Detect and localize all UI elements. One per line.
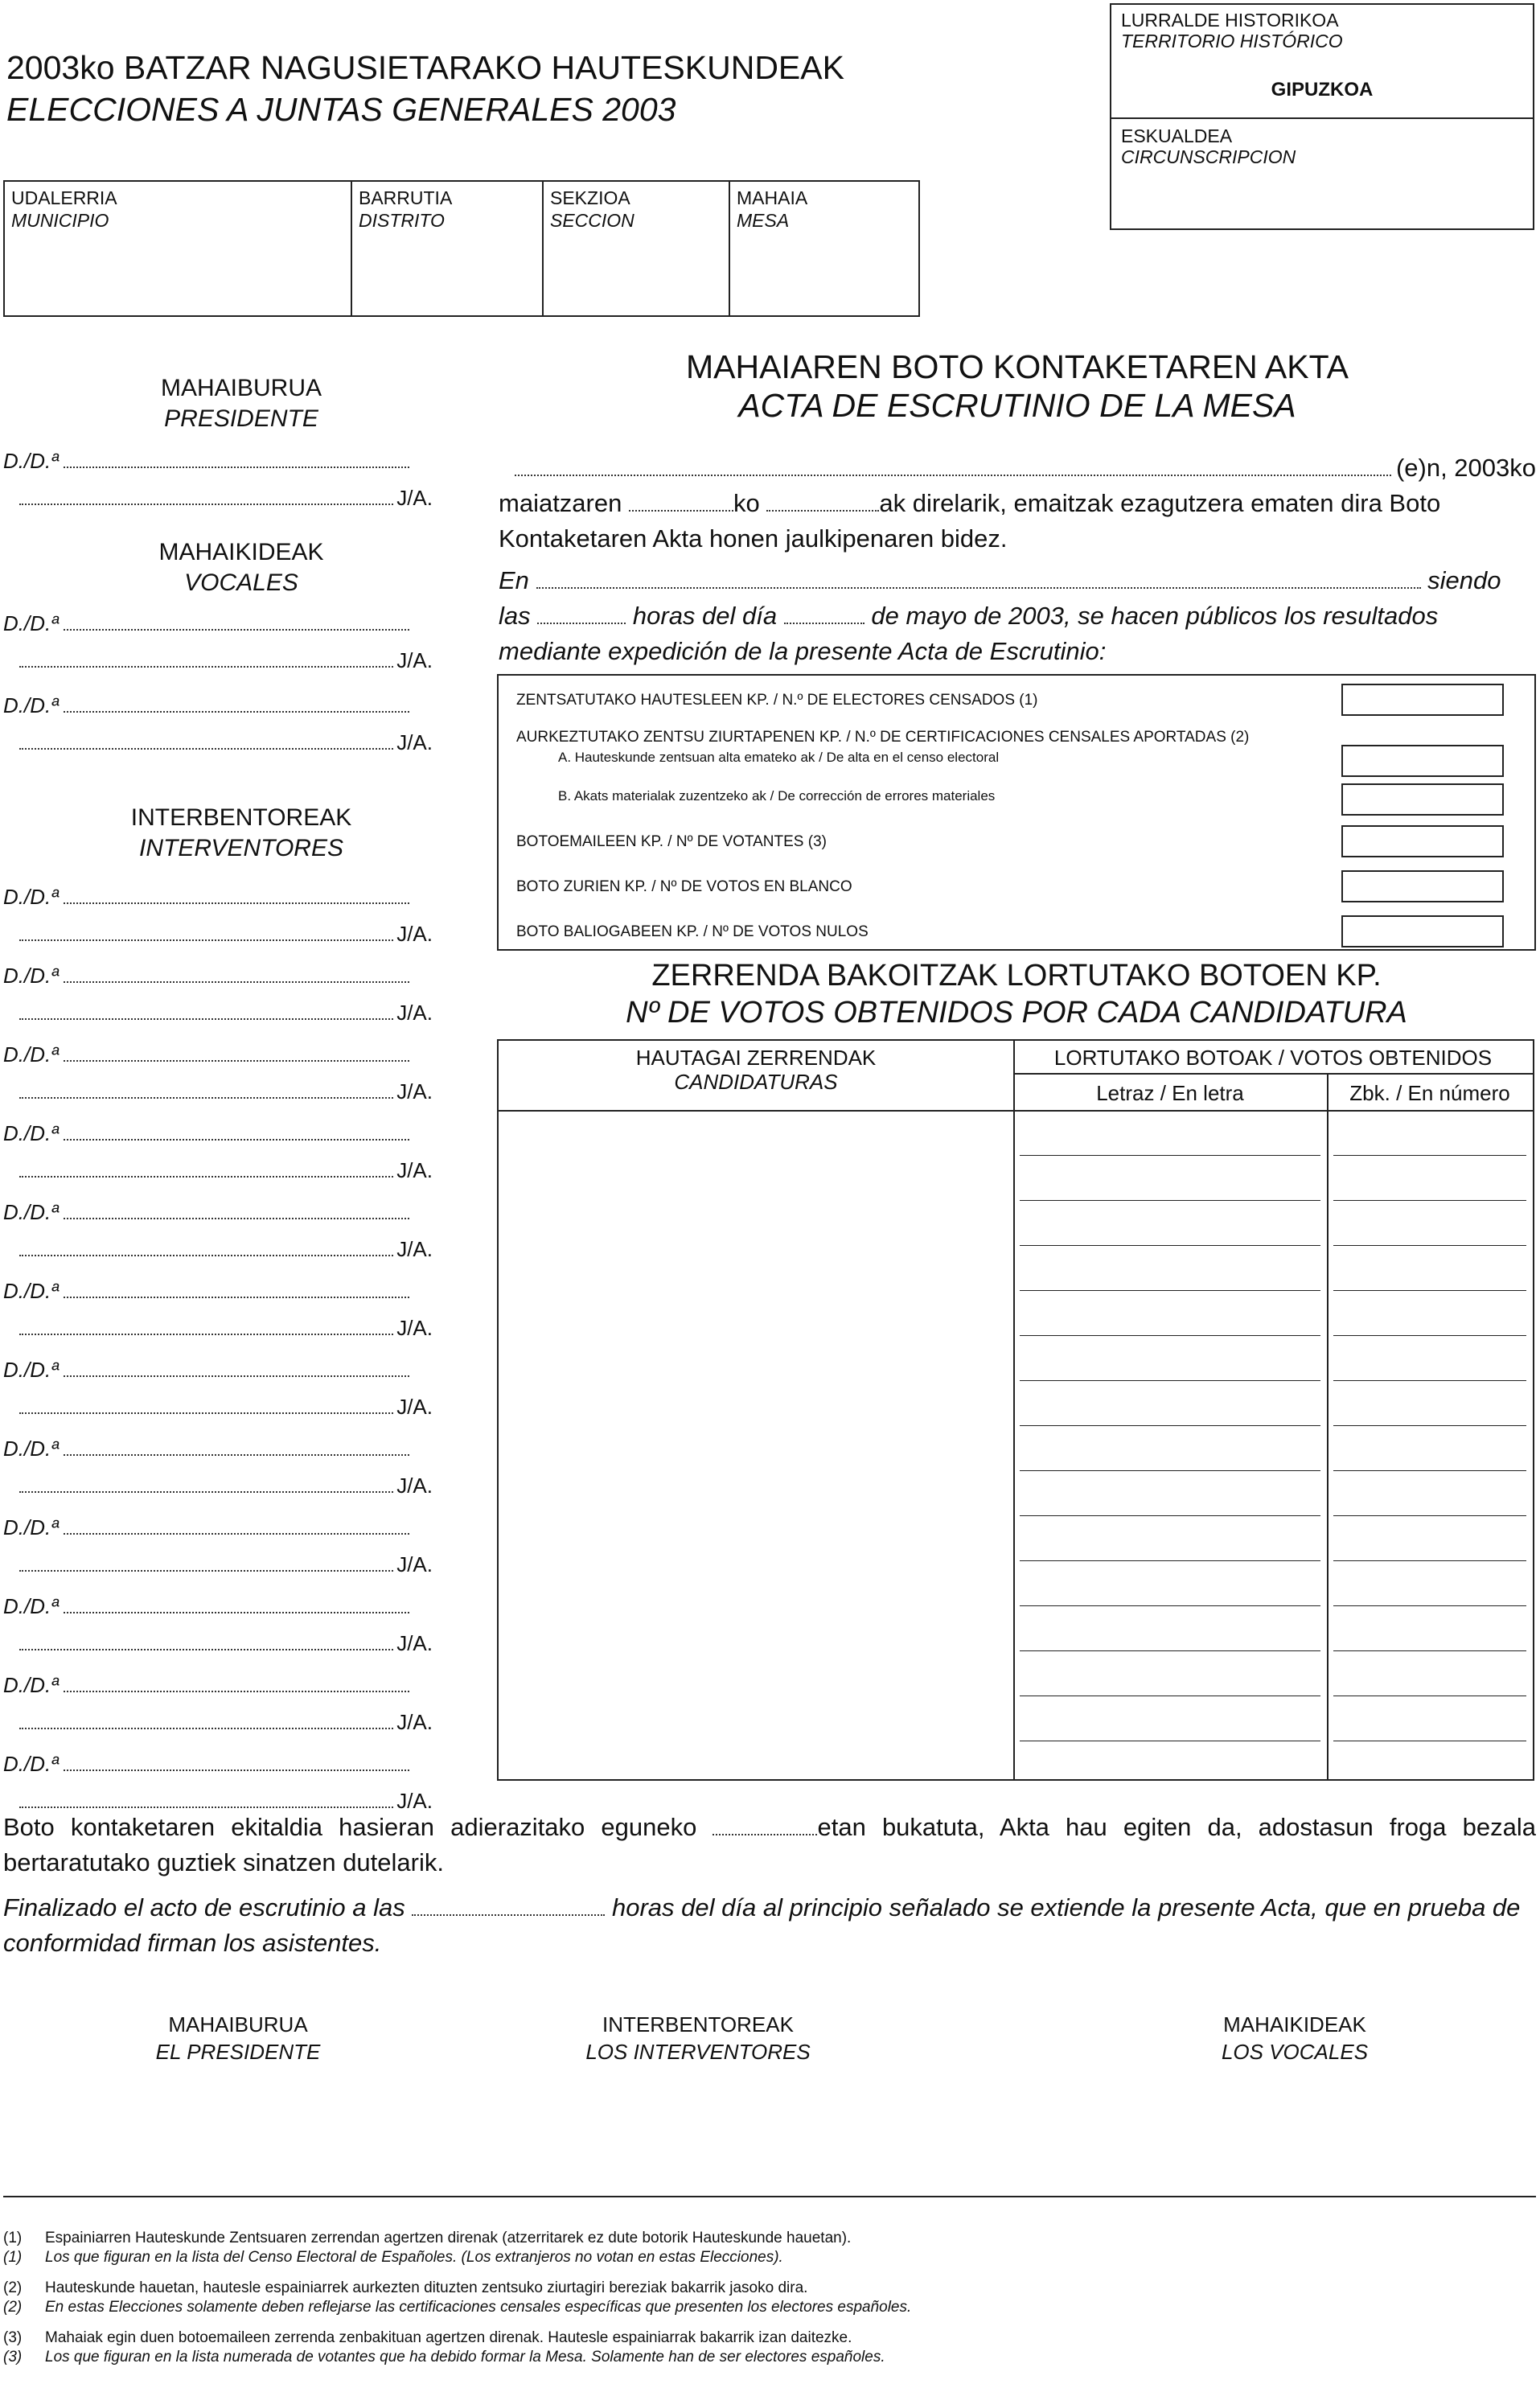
- votes-number-row-line[interactable]: [1333, 1650, 1526, 1651]
- votes-letter-row-line[interactable]: [1020, 1650, 1320, 1651]
- eu-line-2-text: ak direlarik, emaitzak ezagutzera ematen dira Boto: [879, 489, 1441, 517]
- place-blank-eu[interactable]: [515, 471, 1391, 476]
- id-blank[interactable]: [19, 936, 393, 941]
- votes-letter-row-line[interactable]: [1020, 1605, 1320, 1606]
- signatory-id-line[interactable]: [6, 1552, 433, 1577]
- distrito-label-es: DISTRITO: [359, 210, 445, 231]
- votes-number-row-line[interactable]: [1333, 1515, 1526, 1516]
- closing-es-text-b: horas del día al principio señalado se extiende la presente Acta, que en: [611, 1893, 1402, 1922]
- name-blank[interactable]: [64, 1057, 409, 1062]
- presidente-heading: [88, 373, 394, 434]
- closing-hour-blank-es[interactable]: [412, 1911, 605, 1916]
- votes-letter-row-line[interactable]: [1020, 1380, 1320, 1381]
- signature-vocales[interactable]: [1110, 2011, 1480, 2065]
- province-value: GIPUZKOA: [1271, 79, 1374, 101]
- hour-blank-es[interactable]: [537, 619, 626, 624]
- candidaturas-header: [499, 1046, 1013, 1094]
- ja-label: J/A.: [396, 1079, 433, 1104]
- votos-blanco-input[interactable]: [1341, 870, 1504, 902]
- municipio-field[interactable]: [5, 182, 351, 315]
- id-blank[interactable]: [19, 1488, 393, 1493]
- footnote-2-eu: [3, 2279, 807, 2297]
- signatory-id-line[interactable]: [6, 922, 433, 947]
- closing-es-text-c: prueba de conformidad firman los asistentes.: [3, 1893, 1521, 1957]
- votos-blanco-label: BOTO ZURIEN KP. / Nº DE VOTOS EN BLANCO: [516, 878, 852, 895]
- name-blank[interactable]: [64, 1293, 409, 1298]
- votantes-input[interactable]: [1341, 825, 1504, 857]
- votes-number-row-line[interactable]: [1333, 1290, 1526, 1291]
- certificaciones-errores-label: B. Akats materialak zuzentzeko ak / De corrección de errores materiales: [558, 788, 996, 804]
- ja-label: J/A.: [396, 922, 433, 946]
- name-blank[interactable]: [64, 626, 409, 631]
- did-label: D./D.ª: [3, 1594, 59, 1618]
- eu-month-label: maiatzaren: [499, 489, 622, 517]
- votes-letter-row-line[interactable]: [1020, 1290, 1320, 1291]
- votantes-label: BOTOEMAILEEN KP. / Nº DE VOTANTES (3): [516, 833, 827, 850]
- name-blank[interactable]: [64, 978, 409, 983]
- ja-label: J/A.: [396, 648, 433, 672]
- footnote-2-eu-text: Hauteskunde hauetan, hautesle espainiarrek aurkezten dituzten zentsuko ziurtagiri bereziak bakarrik jasoko dira.: [45, 2279, 808, 2296]
- eu-line-1-text: (e)n, 2003ko: [1395, 454, 1536, 482]
- candidatures-table: [497, 1039, 1534, 1781]
- circunscripcion-label-eu: ESKUALDEA: [1121, 125, 1233, 146]
- footnote-1-marker-es: (1): [3, 2249, 23, 2266]
- eu-line-1: [499, 450, 1536, 486]
- certificaciones-alta-input[interactable]: [1341, 745, 1504, 777]
- signatory-id-line[interactable]: [6, 1631, 433, 1656]
- footnote-3-eu-text: Mahaiak egin duen botoemaileen zerrenda zenbakituan agertzen direnak. Hautesle espainiarrak bakarrik izan daitezke.: [45, 2329, 852, 2346]
- vocales-heading: [88, 537, 394, 598]
- en-numero-header: Zbk. / En número: [1349, 1081, 1510, 1105]
- footnote-3-eu: [3, 2329, 852, 2347]
- name-blank[interactable]: [64, 708, 409, 713]
- signatory-name-line[interactable]: [3, 1358, 409, 1383]
- territory-box: [1110, 3, 1534, 230]
- footnote-1-eu: [3, 2230, 851, 2247]
- did-label: D./D.ª: [3, 1200, 59, 1224]
- footnote-3-es: [3, 2349, 885, 2366]
- signatory-name-line[interactable]: [3, 1752, 409, 1777]
- candidaturas-header-es: CANDIDATURAS: [674, 1070, 838, 1094]
- es-line-3: mediante expedición de la presente Acta de Escrutinio:: [499, 637, 1107, 665]
- ja-label: J/A.: [396, 1552, 433, 1576]
- mesa-label-es: MESA: [737, 210, 790, 231]
- name-blank[interactable]: [64, 1136, 409, 1141]
- id-blank[interactable]: [19, 1724, 393, 1729]
- signature-interventores-eu: INTERBENTOREAK: [602, 2012, 794, 2037]
- signatory-id-line[interactable]: [6, 1395, 433, 1420]
- footnote-1-es: [3, 2249, 783, 2267]
- name-blank[interactable]: [64, 899, 409, 904]
- mesa-field[interactable]: [729, 182, 918, 315]
- footnote-3-marker-es: (3): [3, 2349, 23, 2366]
- en-letra-header: Letraz / En letra: [1096, 1081, 1244, 1105]
- name-blank[interactable]: [64, 1372, 409, 1377]
- signatory-name-line[interactable]: [3, 1121, 409, 1146]
- act-title: [499, 347, 1536, 425]
- votes-number-row-line[interactable]: [1333, 1380, 1526, 1381]
- presidente-heading-eu: MAHAIBURUA: [160, 375, 322, 401]
- did-label: D./D.ª: [3, 1673, 59, 1697]
- did-label: D./D.ª: [3, 1515, 59, 1539]
- distrito-field[interactable]: [351, 182, 542, 315]
- votes-number-row-line[interactable]: [1333, 1245, 1526, 1246]
- footnote-2-es-text: En estas Elecciones solamente deben reflejarse las certificaciones censales específicas que presenten los electores españoles.: [45, 2299, 912, 2316]
- signatory-name-line[interactable]: [3, 964, 409, 989]
- certificaciones-label: AURKEZTUTAKO ZENTSU ZIURTAPENEN KP. / N.º DE CERTIFICACIONES CENSALES APORTADAS (2): [516, 729, 1250, 746]
- id-blank[interactable]: [19, 1409, 393, 1414]
- id-blank[interactable]: [19, 1646, 393, 1650]
- did-label: D./D.ª: [3, 1358, 59, 1382]
- signature-presidente[interactable]: [53, 2011, 423, 2065]
- ja-label: J/A.: [396, 1158, 433, 1182]
- es-line-2-text: de mayo de 2003, se hacen públicos los resultados: [871, 602, 1439, 630]
- footnote-3-marker: (3): [3, 2329, 23, 2346]
- electores-censados-input[interactable]: [1341, 684, 1504, 716]
- signature-interventores-es: LOS INTERVENTORES: [585, 2040, 811, 2064]
- signatory-id-line[interactable]: [6, 1158, 433, 1183]
- footnote-1-es-text: Los que figuran en la lista del Censo Electoral de Españoles. (Los extranjeros no votan en estas Elecciones).: [45, 2249, 783, 2266]
- votes-letter-row-line[interactable]: [1020, 1560, 1320, 1561]
- votos-nulos-input[interactable]: [1341, 915, 1504, 947]
- signatory-id-line[interactable]: [6, 1474, 433, 1498]
- signatory-id-line[interactable]: [6, 1710, 433, 1735]
- municipio-label-eu: UDALERRIA: [11, 187, 117, 208]
- votos-obtenidos-header: LORTUTAKO BOTOAK / VOTOS OBTENIDOS: [1053, 1046, 1493, 1070]
- signatory-name-line[interactable]: [3, 1200, 409, 1225]
- signatory-name-line[interactable]: [3, 1042, 409, 1067]
- municipio-label-es: MUNICIPIO: [11, 210, 109, 231]
- votes-letter-row-line[interactable]: [1020, 1515, 1320, 1516]
- did-label: D./D.ª: [3, 611, 59, 635]
- signature-vocales-es: LOS VOCALES: [1221, 2040, 1369, 2064]
- certificaciones-alta-label: A. Hauteskunde zentsuan alta emateko ak / De alta en el censo electoral: [558, 750, 1000, 765]
- ja-label: J/A.: [396, 486, 433, 510]
- name-blank[interactable]: [64, 1451, 409, 1456]
- votes-letter-row-line[interactable]: [1020, 1200, 1320, 1201]
- ja-label: J/A.: [396, 730, 433, 754]
- signatory-id-line[interactable]: [6, 1316, 433, 1341]
- did-label: D./D.ª: [3, 1279, 59, 1303]
- id-blank[interactable]: [19, 500, 393, 505]
- vocales-heading-eu: MAHAIKIDEAK: [158, 539, 324, 565]
- did-label: D./D.ª: [3, 693, 59, 717]
- footnote-1-eu-text: Espainiarren Hauteskunde Zentsuaren zerrendan agertzen direnak (atzerritarek ez dute botorik Hauteskunde hauetan).: [45, 2230, 852, 2246]
- day-blank-eu[interactable]: [629, 507, 733, 512]
- votes-number-row-line[interactable]: [1333, 1470, 1526, 1471]
- name-blank[interactable]: [64, 1530, 409, 1535]
- id-blank[interactable]: [19, 1252, 393, 1256]
- col-divider-2: [1327, 1075, 1329, 1779]
- header-bottom-line: [499, 1110, 1533, 1112]
- vocales-heading-es: VOCALES: [184, 569, 298, 596]
- presidente-heading-es: PRESIDENTE: [164, 405, 318, 432]
- ja-label: J/A.: [396, 1789, 433, 1813]
- es-las-label: las: [499, 602, 531, 630]
- territory-label-eu: LURRALDE HISTORIKOA: [1121, 10, 1339, 31]
- votes-letter-row-line[interactable]: [1020, 1245, 1320, 1246]
- closing-eu-text-c: bertaratutako guztiek sinatzen dutelarik.: [3, 1848, 444, 1876]
- id-blank[interactable]: [19, 1330, 393, 1335]
- signatory-id-line[interactable]: [6, 486, 433, 511]
- candidaturas-header-eu: HAUTAGAI ZERRENDAK: [635, 1046, 877, 1070]
- votes-number-row-line[interactable]: [1333, 1605, 1526, 1606]
- votes-title-es: Nº DE VOTOS OBTENIDOS POR CADA CANDIDATURA: [626, 996, 1407, 1030]
- ja-label: J/A.: [396, 1710, 433, 1734]
- mesa-label-eu: MAHAIA: [737, 187, 808, 208]
- certificaciones-errores-input[interactable]: [1341, 783, 1504, 816]
- ja-label: J/A.: [396, 1001, 433, 1025]
- act-title-eu: MAHAIAREN BOTO KONTAKETAREN AKTA: [686, 348, 1349, 385]
- signature-vocales-eu: MAHAIKIDEAK: [1223, 2012, 1366, 2037]
- es-line-1: [499, 563, 1536, 598]
- votes-number-row-line[interactable]: [1333, 1425, 1526, 1426]
- signatory-name-line[interactable]: [3, 1594, 409, 1619]
- name-blank[interactable]: [64, 463, 409, 468]
- interventores-heading-es: INTERVENTORES: [139, 835, 343, 861]
- signatory-name-line[interactable]: [3, 885, 409, 910]
- name-blank[interactable]: [64, 1687, 409, 1692]
- es-line-2: [499, 598, 1536, 634]
- seccion-field[interactable]: [542, 182, 729, 315]
- signatory-name-line[interactable]: [3, 693, 409, 718]
- votes-letter-row-line[interactable]: [1020, 1425, 1320, 1426]
- ja-label: J/A.: [396, 1237, 433, 1261]
- closing-spanish: [3, 1890, 1536, 1961]
- closing-hour-blank-eu[interactable]: [713, 1831, 817, 1835]
- footnote-2-marker-es: (2): [3, 2299, 23, 2316]
- interventores-heading-eu: INTERBENTOREAK: [130, 804, 352, 831]
- form-title: [6, 47, 844, 130]
- signatory-id-line[interactable]: [6, 648, 433, 673]
- did-label: D./D.ª: [3, 1121, 59, 1145]
- hour-blank-eu[interactable]: [766, 507, 879, 512]
- votes-number-row-line[interactable]: [1333, 1335, 1526, 1336]
- footnote-1-marker: (1): [3, 2230, 23, 2246]
- location-row: [3, 180, 920, 317]
- census-box: [497, 674, 1536, 951]
- act-title-es: ACTA DE ESCRUTINIO DE LA MESA: [738, 387, 1296, 424]
- signature-presidente-es: EL PRESIDENTE: [155, 2040, 321, 2064]
- subheader-divider: [1013, 1073, 1533, 1075]
- title-spanish: ELECCIONES A JUNTAS GENERALES 2003: [6, 91, 676, 128]
- votos-nulos-label: BOTO BALIOGABEEN KP. / Nº DE VOTOS NULOS: [516, 923, 869, 940]
- eu-line-2: [499, 486, 1536, 521]
- id-blank[interactable]: [19, 1015, 393, 1020]
- did-label: D./D.ª: [3, 885, 59, 909]
- id-blank[interactable]: [19, 745, 393, 750]
- es-siendo-label: siendo: [1427, 566, 1501, 594]
- seccion-label-es: SECCION: [550, 210, 634, 231]
- signatory-name-line[interactable]: [3, 1437, 409, 1461]
- eu-ko-label: ko: [733, 489, 760, 517]
- circunscripcion-label-es: CIRCUNSCRIPCION: [1121, 146, 1296, 167]
- signatory-name-line[interactable]: [3, 449, 409, 474]
- footnote-3-es-text: Los que figuran en la lista numerada de votantes que ha debido formar la Mesa. Solamente han de ser electores españoles.: [45, 2349, 885, 2366]
- title-basque: 2003ko BATZAR NAGUSIETARAKO HAUTESKUNDEAK: [6, 49, 844, 86]
- closing-eu-text-b: etan bukatuta, Akta hau egiten da, adostasun froga bezala: [817, 1813, 1536, 1841]
- id-blank[interactable]: [19, 663, 393, 668]
- did-label: D./D.ª: [3, 964, 59, 988]
- distrito-label-eu: BARRUTIA: [359, 187, 453, 208]
- signatory-name-line[interactable]: [3, 1515, 409, 1540]
- votes-letter-row-line[interactable]: [1020, 1155, 1320, 1156]
- votes-number-row-line[interactable]: [1333, 1200, 1526, 1201]
- place-blank-es[interactable]: [536, 584, 1421, 589]
- signatory-id-line[interactable]: [6, 730, 433, 755]
- closing-es-text-a: Finalizado el acto de escrutinio a las: [3, 1893, 405, 1922]
- signatory-id-line[interactable]: [6, 1237, 433, 1262]
- signatory-name-line[interactable]: [3, 1279, 409, 1304]
- seccion-label-eu: SEKZIOA: [550, 187, 630, 208]
- name-blank[interactable]: [64, 1766, 409, 1771]
- signatory-id-line[interactable]: [6, 1001, 433, 1026]
- votes-number-row-line[interactable]: [1333, 1155, 1526, 1156]
- es-horas-label: horas del día: [632, 602, 778, 630]
- votes-title: [497, 957, 1536, 1031]
- did-label: D./D.ª: [3, 1752, 59, 1776]
- ja-label: J/A.: [396, 1316, 433, 1340]
- signature-interventores[interactable]: [513, 2011, 883, 2065]
- electores-censados-label: ZENTSATUTAKO HAUTESLEEN KP. / N.º DE ELECTORES CENSADOS (1): [516, 692, 1038, 709]
- signatory-name-line[interactable]: [3, 611, 409, 636]
- signatory-name-line[interactable]: [3, 1673, 409, 1698]
- votes-letter-row-line[interactable]: [1020, 1335, 1320, 1336]
- id-blank[interactable]: [19, 1803, 393, 1808]
- name-blank[interactable]: [64, 1609, 409, 1613]
- ja-label: J/A.: [396, 1395, 433, 1419]
- id-blank[interactable]: [19, 1567, 393, 1572]
- did-label: D./D.ª: [3, 1042, 59, 1067]
- closing-eu-text-a: Boto kontaketaren ekitaldia hasieran adierazitako eguneko: [3, 1813, 697, 1841]
- col-divider-1: [1013, 1041, 1015, 1779]
- interventores-heading: [88, 803, 394, 864]
- did-label: D./D.ª: [3, 1437, 59, 1461]
- footnote-2-es: [3, 2299, 911, 2316]
- footnote-separator: [3, 2196, 1536, 2197]
- votes-number-row-line[interactable]: [1333, 1560, 1526, 1561]
- eu-line-3: Kontaketaren Akta honen jaulkipenaren bidez.: [499, 524, 1008, 553]
- footnote-2-marker: (2): [3, 2279, 23, 2296]
- ja-label: J/A.: [396, 1474, 433, 1498]
- es-en-label: En: [499, 566, 529, 594]
- closing-basque: [3, 1810, 1536, 1880]
- did-label: D./D.ª: [3, 449, 59, 473]
- id-blank[interactable]: [19, 1173, 393, 1178]
- name-blank[interactable]: [64, 1215, 409, 1219]
- territory-divider: [1111, 117, 1533, 119]
- votes-title-eu: ZERRENDA BAKOITZAK LORTUTAKO BOTOEN KP.: [651, 959, 1382, 993]
- day-blank-es[interactable]: [784, 619, 864, 624]
- signatory-id-line[interactable]: [6, 1079, 433, 1104]
- territory-label-es: TERRITORIO HISTÓRICO: [1121, 31, 1343, 51]
- votes-letter-row-line[interactable]: [1020, 1470, 1320, 1471]
- id-blank[interactable]: [19, 1094, 393, 1099]
- ja-label: J/A.: [396, 1631, 433, 1655]
- signature-presidente-eu: MAHAIBURUA: [168, 2012, 308, 2037]
